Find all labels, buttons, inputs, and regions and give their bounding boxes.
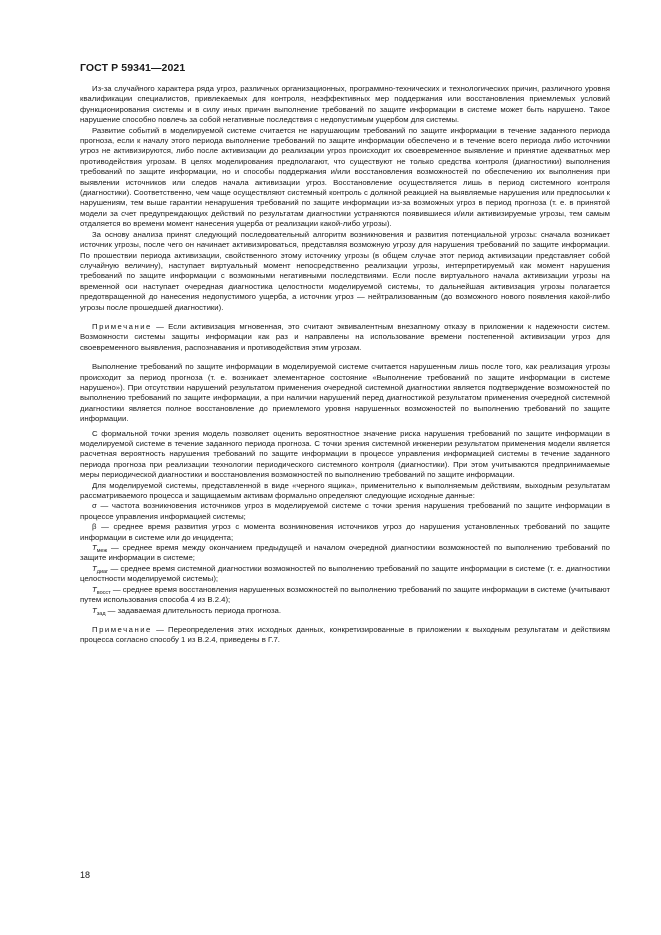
paragraph: Для моделируемой системы, представленной в виде «черного ящика», применительно к выполняемым действиям, выходным результатам рассматриваемого процесса и защищаемым активам формально определяют следующие исходные данные: (80, 480, 610, 501)
paragraph: С формальной точки зрения модель позволяет оценить вероятностное значение риска нарушения требований по защите информации в моделируемой системе в течение заданного периода прогноза. С точки зрения системной инженерии результатом применения модели является расчетная вероятность нарушения требований по защите информации в процессе управления информацией системы в течение заданного периода прогноза при реализации технологии периодического системного контроля (диагностики). При этом учитываются предпринимаемые меры периодической диагностики и восстановления возможностей по выполнению требований по защите информации. (80, 428, 610, 480)
page-body (80, 84, 610, 646)
definition-item (80, 543, 610, 564)
definition-text: — среднее время восстановления нарушенных возможностей по выполнению требований по защите информации в системе (учитывают путем использования способа 4 из В.2.4); (80, 584, 610, 605)
definition-text: — среднее время системной диагностики возможностей по выполнению требований по защите информации в системе (т. е. диагностики целостности моделируемой системы); (80, 563, 610, 584)
note-text: — Переопределения этих исходных данных, конкретизированные в приложении к выходным результатам и действиям процесса согласно способу 1 из В.2.4, приведены в Г.7. (80, 624, 610, 645)
definition-symbol: T (92, 543, 97, 553)
paragraph: За основу анализа принят следующий последовательный алгоритм возникновения и развития потенциальной угрозы: сначала возникает источник угрозы, после чего он начинает активизироваться, представляя возможную угрозу для нарушения требований по защите информации. По прошествии периода активизации, свойственного этому источнику угрозы (в общем случае этот период активизации представляет собой случайную величину), наступает виртуальный момент непосредственно реализации угрозы, интерпретируемый как момент нарушения требований по защите информации с возможными негативными последствиями. Если после виртуального начала активизации угрозы на временной оси наступает очередная диагностика целостности моделируемой системы, то дальнейшая активизация угрозы полагается предотвращенной до нанесения недопустимого ущерба, а источник угроз — нейтрализованным (до возможного нового появления какой-либо угрозы после прошедшей диагностики). (80, 229, 610, 312)
definition-text: — среднее время развития угроз с момента возникновения источников угроз до нарушения установленных требований по защите информации в системе или до инцидента; (80, 522, 610, 542)
definition-symbol: σ (92, 501, 97, 511)
definition-subscript: диаг (96, 568, 109, 575)
definition-text: — задаваемая длительность периода прогноза. (105, 605, 282, 615)
document-header: ГОСТ Р 59341—2021 (80, 62, 186, 74)
definition-subscript: зад (96, 610, 106, 617)
definition-subscript: меж (96, 548, 108, 555)
definition-item (80, 585, 610, 606)
definition-symbol: T (92, 605, 97, 615)
definition-subscript: восст (96, 589, 111, 596)
definition-item (80, 564, 610, 585)
note-label: Примечание (92, 624, 152, 634)
definition-item (80, 606, 610, 616)
paragraph: Развитие событий в моделируемой системе считается не нарушающим требований по защите информации в течение заданного периода прогноза, если к началу этого периода выполнение требований по защите информации обеспечено и в течение всего периода либо источники угроз не активизируются, либо после активизации до реализации угроз происходит их своевременное выявление и принятие адекватных мер противодействия угрозам. В целях моделирования предполагают, что существуют не только средства контроля (диагностики) выполнения требований по защите информации, но и способы поддержания и/или восстановления возможностей по обеспечению их выполнения при выявлении источников или следов начала активизации угроз. Восстановление осуществляется лишь в период системного контроля (диагностики). Соответственно, чем чаще осуществляют системный контроль с должной реакцией на выявляемые нарушения или предпосылки к нарушениям, тем выше гарантии ненарушения требований по защите информации из-за возможных угроз в период прогноза (т. е. в принятой модели за счет предупреждающих действий по результатам диагностики устраняются появившиеся и/или активизируемые угрозы, тем самым отдаляется во времени момент нанесения ущерба от реализации какой-либо угрозы). (80, 125, 610, 229)
definition-item (80, 501, 610, 522)
page-number: 18 (80, 870, 91, 880)
paragraph: Выполнение требований по защите информации в моделируемой системе считается нарушенным лишь после того, как реализация угрозы происходит за период прогноза (т. е. возникает элементарное состояние «Выполнение требований по защите информации в системе нарушено»). При отсутствии нарушений результатом применения очередной системной диагностики является подтверждение возможностей по выполнению требований по защите информации, а при наличии нарушений перед диагностикой результатом применения очередной системной диагностики является полное восстановление до приемлемого уровня нарушенных возможностей по выполнению требований по защите информации. (80, 362, 610, 424)
definition-symbol: T (92, 584, 97, 594)
paragraph: Из-за случайного характера ряда угроз, различных организационных, программно-технических и технологических причин, различного уровня квалификации специалистов, привлекаемых для контроля, неэффективных мер поддержания или восстановления приемлемых условий функционирования системы и в силу иных причин выполнение требований по защите информации в системе может быть нарушено. Такое нарушение способно повлечь за собой негативные последствия с недопустимым ущербом для системы. (80, 84, 610, 125)
note-paragraph (80, 322, 610, 353)
definition-text: — частота возникновения источников угроз в моделируемой системе с точки зрения нарушения требований по защите информации в процессе управления информацией системы; (80, 501, 610, 521)
definition-symbol: β (92, 522, 97, 532)
note-label: Примечание (92, 321, 152, 331)
note-paragraph (80, 625, 610, 646)
note-text: — Если активизация мгновенная, это считают эквивалентным внезапному отказу в приложении к надежности систем. Возможности системы защиты информации как раз и направлены на использование времени постепенной активизации угроз для своевременного выявления, распознавания и противодействия этим угрозам. (80, 321, 610, 352)
definition-item (80, 522, 610, 543)
definition-text: — среднее время между окончанием предыдущей и началом очередной диагностики возможностей по выполнению требований по защите информации в системе; (80, 543, 610, 563)
definition-symbol: T (92, 563, 97, 573)
